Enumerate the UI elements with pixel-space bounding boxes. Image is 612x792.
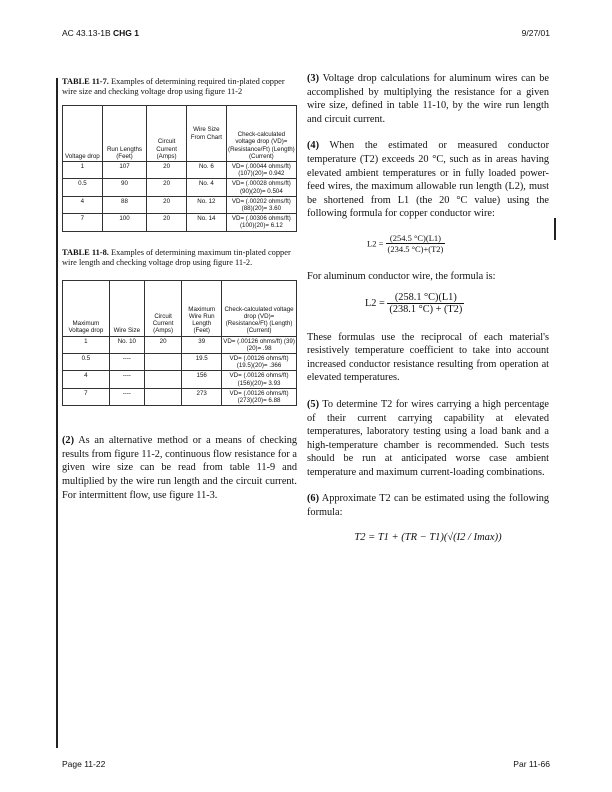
table1-label: TABLE 11-7.: [62, 77, 109, 86]
paragraph-number: (2): [62, 435, 75, 447]
table-cell: 107: [102, 162, 146, 179]
table-cell: 273: [182, 388, 222, 405]
paragraph-number: (3): [307, 73, 320, 84]
table-cell: 7: [63, 214, 103, 231]
table1: [62, 105, 297, 232]
table-cell: VD= (.00306 ohms/ft) (100)(20)= 6.12: [226, 214, 296, 231]
table-cell: VD= (.00126 ohms/ft) (39)(20)= .98: [223, 337, 295, 352]
table-cell: 100: [102, 214, 146, 231]
right-column: [307, 72, 549, 543]
table2-label: TABLE 11-8.: [62, 247, 109, 257]
table-cell: 20: [147, 162, 187, 179]
paragraph-2: [62, 434, 297, 502]
paragraph-text: As an alternative method or a means of checking results from figure 11-2, continuous flow resistance for a given wire size can be read from table 11-9 and multiplied by the wire run length and the circuit current. For intermittent flow, use figure 11-3.: [62, 435, 297, 501]
table-cell: ----: [109, 354, 144, 371]
document-id: [62, 28, 139, 38]
paragraph-number: (6): [307, 493, 320, 505]
table-cell: No. 10: [109, 336, 144, 353]
table-row: [63, 388, 297, 405]
paragraph-6: [307, 492, 549, 519]
document-id-prefix: AC 43.13-1B: [62, 28, 114, 38]
table-header: Circuit Current (Amps): [147, 106, 187, 162]
table-cell: 20: [147, 214, 187, 231]
formula-numerator: (258.1 °C)(L1): [387, 292, 464, 304]
header-date: 9/27/01: [521, 28, 550, 38]
table2: [62, 280, 297, 407]
table-cell: 39: [182, 336, 222, 353]
table-cell: 20: [147, 179, 187, 196]
aluminum-intro: For aluminum conductor wire, the formula is:: [307, 270, 496, 282]
paragraph-text: To determine T2 for wires carrying a high percentage of their current carrying capability at elevated temperatures, laboratory testing using a load bank and a high-temperature chamber is recommended. Such tests should be run at anticipated worse case ambient temperature and maximum current-loading combinations.: [307, 398, 549, 478]
formula-lhs: L2 =: [365, 297, 385, 309]
paragraph-number: (5): [307, 398, 320, 410]
table-header: Maximum Voltage drop: [63, 280, 110, 336]
table-row: [63, 214, 297, 231]
left-column: [62, 44, 297, 502]
paragraph-4: [307, 139, 549, 221]
table-header: Wire Size: [109, 280, 144, 336]
table-header: Run Lengths (Feet): [102, 106, 146, 162]
table-cell: 4: [63, 196, 103, 213]
table-cell: 1: [63, 162, 103, 179]
table-header: Check-calculated voltage drop (VD)= (Resistance/Ft) (Length) (Current): [226, 106, 296, 162]
table-header: Check-calculated voltage drop (VD)= (Resistance/Ft) (Length) (Current): [222, 280, 297, 336]
paragraph-text: When the estimated or measured conductor temperature (T2) exceeds 20 °C, such as in areas having elevated ambient temperatures or in fully loaded power-feed wires, the maximum allowable run length (L2), must be shortened from L1 (the 20 °C value) using the following formula for copper conductor wire:: [307, 140, 549, 220]
paragraph-3: [307, 72, 549, 126]
table-cell: 20: [147, 196, 187, 213]
table-cell: No. 4: [186, 179, 226, 196]
table-header: Voltage drop: [63, 106, 103, 162]
paragraph-number: (4): [307, 140, 320, 152]
paragraph-reference: Par 11-66: [513, 759, 550, 769]
table-cell: [144, 388, 181, 405]
formula-fraction: [387, 292, 464, 315]
table-cell: 1: [63, 336, 110, 353]
change-label: CHG 1: [113, 28, 140, 38]
table-cell: ----: [109, 371, 144, 388]
table-cell: [144, 371, 181, 388]
table-row: [63, 162, 297, 179]
formula-numerator: (254.5 °C)(L1): [386, 233, 446, 244]
table-cell: VD= (.00126 ohms/ft) (156)(20)= 3.93: [222, 371, 297, 388]
formula-fraction: [386, 233, 446, 254]
table-header: Wire Size From Chart: [186, 106, 226, 162]
reciprocal-paragraph: These formulas use the reciprocal of each material's resistively temperature coefficient to take into account increased conductor resistance resulting from operation at elevated temperatures.: [307, 331, 549, 384]
table-cell: VD= (.00202 ohms/ft) (88)(20)= 3.60: [226, 196, 296, 213]
table-cell: 156: [182, 371, 222, 388]
paragraph-text: Approximate T2 can be estimated using the following formula:: [307, 493, 549, 519]
formula-lhs: L2 =: [367, 238, 384, 249]
table-cell: VD= (.00028 ohms/ft) (90)(20)= 0.504: [226, 179, 296, 196]
table-row: [63, 196, 297, 213]
table-row: [63, 371, 297, 388]
table-row: [63, 336, 297, 353]
table1-caption: [62, 77, 297, 97]
table-header: Circuit Current (Amps): [144, 280, 181, 336]
table-cell: 19.5: [182, 354, 222, 371]
table-cell: No. 14: [186, 214, 226, 231]
change-bar: [554, 218, 556, 240]
table-cell: No. 6: [186, 162, 226, 179]
formula-aluminum: [307, 292, 549, 315]
table-row: [63, 354, 297, 371]
formula-copper: [307, 233, 549, 254]
table-header: Maximum Wire Run Length (Feet): [182, 280, 222, 336]
table-cell: [144, 354, 181, 371]
formula-t2: T2 = T1 + (TR − T1)(√(I2 / Imax)): [354, 531, 502, 543]
table-cell: ----: [109, 388, 144, 405]
table1-caption-text: Examples of determining required tin-plated copper wire size and checking voltage drop using figure 11-2: [62, 77, 285, 96]
table-cell: No. 12: [186, 196, 226, 213]
table-cell: VD= (.00126 ohms/ft) (19.5)(20)= .366: [222, 354, 297, 371]
formula-denominator: (238.1 °C) + (T2): [389, 303, 463, 315]
table-header-row: [63, 280, 297, 336]
table-cell: 20: [144, 336, 181, 353]
table-cell: VD= (.00126 ohms/ft) (273)(20)= 6.88: [222, 388, 297, 405]
table-cell: VD= (.00044 ohms/ft) (107)(20)= 0.942: [226, 162, 296, 179]
table-cell: 0.5: [63, 354, 110, 371]
formula-denominator: (234.5 °C)+(T2): [387, 243, 444, 254]
paragraph-5: [307, 398, 549, 480]
page-number: Page 11-22: [62, 759, 106, 769]
table-cell: 88: [102, 196, 146, 213]
table-cell: 90: [102, 179, 146, 196]
table2-caption: [62, 248, 297, 268]
table-cell: 0.5: [63, 179, 103, 196]
table2-caption-text: Examples of determining maximum tin-plated copper wire length and checking voltage drop using figure 11-2.: [62, 247, 291, 267]
change-bar: [56, 78, 58, 748]
table-header-row: [63, 106, 297, 162]
table-cell: 7: [63, 388, 110, 405]
table-cell: 4: [63, 371, 110, 388]
paragraph-text: Voltage drop calculations for aluminum wires can be accomplished by multiplying the resistance for a given wire size, defined in table 11-10, by the wire run length and circuit current.: [307, 73, 549, 125]
table-row: [63, 179, 297, 196]
